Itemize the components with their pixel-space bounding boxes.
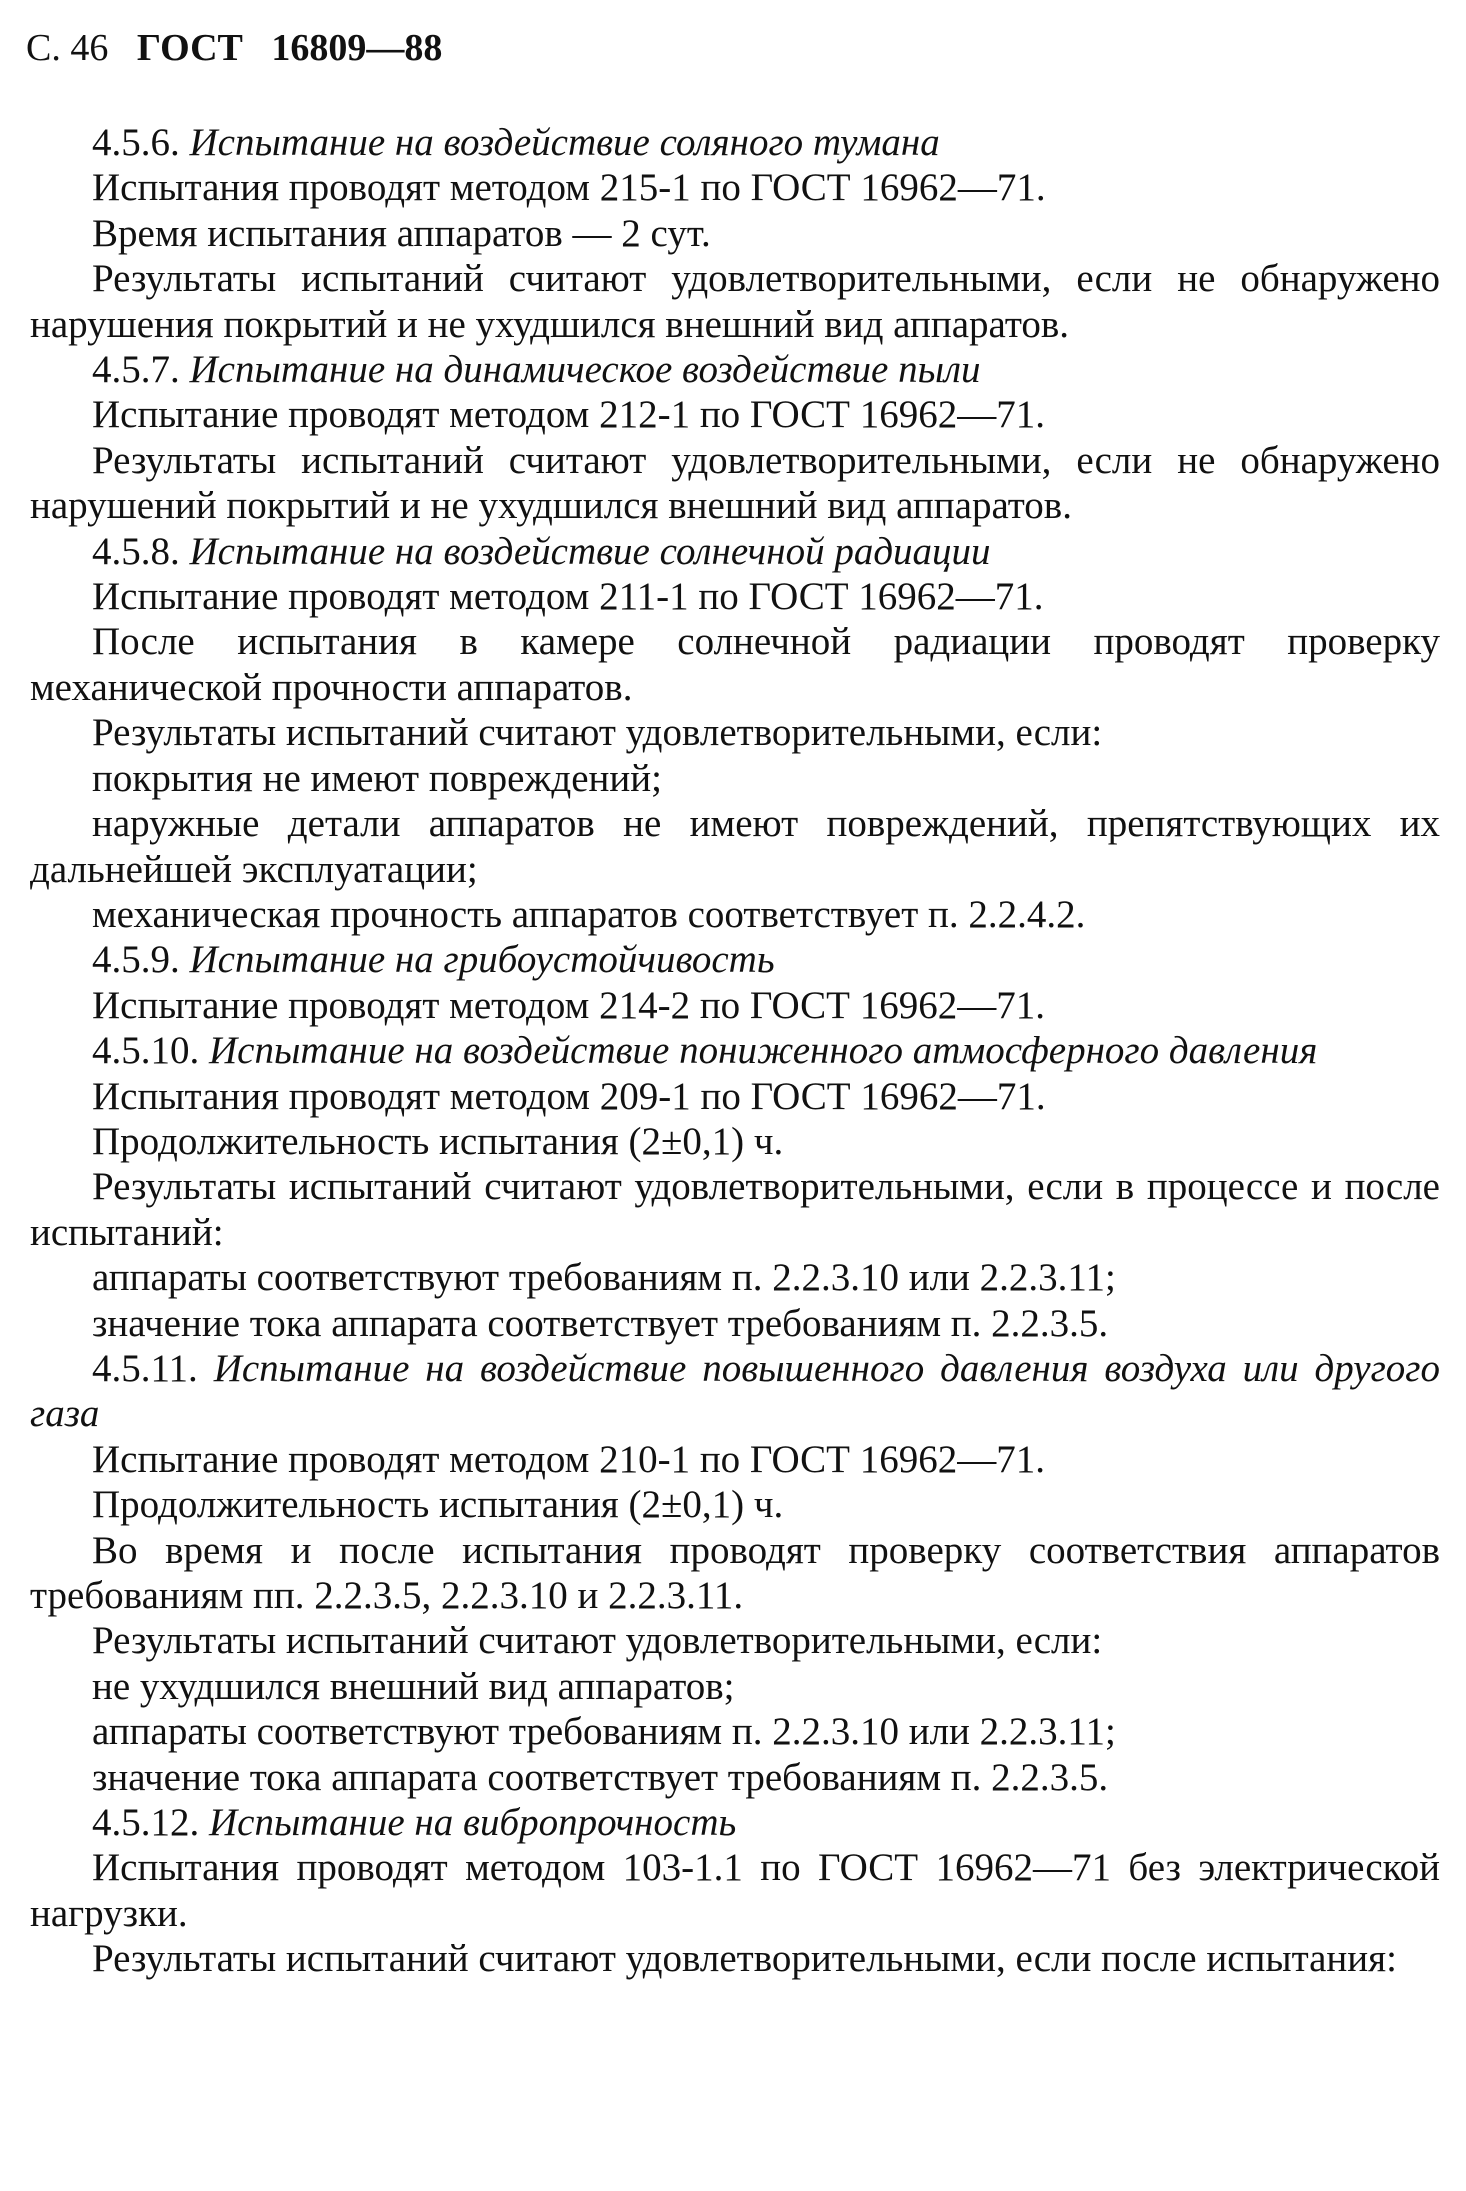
paragraph: Испытания проводят методом 215-1 по ГОСТ 16962—71. bbox=[92, 166, 1046, 210]
section-number: 4.5.7. bbox=[92, 348, 180, 392]
paragraph: аппараты соответствуют требованиям п. 2.2.3.10 или 2.2.3.11; bbox=[92, 1710, 1116, 1754]
paragraph: Испытание проводят методом 210-1 по ГОСТ 16962—71. bbox=[92, 1437, 1045, 1481]
paragraph: После испытания в камере солнечной радиации проводят проверку механической прочности аппаратов. bbox=[30, 620, 1440, 709]
page-header bbox=[26, 26, 442, 70]
paragraph: Результаты испытаний считают удовлетворительными, если после испытания: bbox=[92, 1937, 1397, 1981]
paragraph: Результаты испытаний считают удовлетворительными, если не обнаружено нарушения покрытий и не ухудшился внешний вид аппаратов. bbox=[30, 257, 1440, 346]
paragraph: Испытание проводят методом 212-1 по ГОСТ 16962—71. bbox=[92, 393, 1045, 437]
section-heading bbox=[30, 1028, 1440, 1073]
paragraph: Испытание проводят методом 211-1 по ГОСТ 16962—71. bbox=[92, 575, 1044, 619]
paragraph: Во время и после испытания проводят проверку соответствия аппаратов требованиям пп. 2.2.3.5, 2.2.3.10 и 2.2.3.11. bbox=[30, 1528, 1440, 1617]
paragraph: не ухудшился внешний вид аппаратов; bbox=[92, 1664, 735, 1708]
section-number: 4.5.11. bbox=[92, 1346, 198, 1390]
standard-label: ГОСТ bbox=[136, 27, 243, 69]
paragraph: механическая прочность аппаратов соответствует п. 2.2.4.2. bbox=[92, 892, 1086, 936]
section-heading bbox=[30, 937, 1440, 982]
paragraph: значение тока аппарата соответствует требованиям п. 2.2.3.5. bbox=[92, 1301, 1109, 1345]
section-number: 4.5.9. bbox=[92, 938, 180, 982]
section-heading bbox=[30, 529, 1440, 574]
section-heading bbox=[30, 1800, 1440, 1845]
section-heading bbox=[30, 120, 1440, 165]
paragraph: Результаты испытаний считают удовлетворительными, если в процессе и после испытаний: bbox=[30, 1165, 1440, 1254]
section-title: Испытание на воздействие соляного тумана bbox=[189, 121, 940, 164]
paragraph: Результаты испытаний считают удовлетворительными, если: bbox=[92, 711, 1103, 755]
page-number: С. 46 bbox=[26, 27, 109, 69]
section-number: 4.5.12. bbox=[92, 1801, 200, 1845]
paragraph: Испытания проводят методом 103-1.1 по ГОСТ 16962—71 без электрической нагрузки. bbox=[30, 1846, 1440, 1935]
paragraph: Испытания проводят методом 209-1 по ГОСТ 16962—71. bbox=[92, 1074, 1046, 1118]
paragraph: Продолжительность испытания (2±0,1) ч. bbox=[92, 1483, 784, 1527]
section-title: Испытание на вибропрочность bbox=[209, 1801, 737, 1845]
section-number: 4.5.6. bbox=[92, 121, 180, 164]
paragraph: Время испытания аппаратов — 2 сут. bbox=[92, 211, 711, 255]
section-title: Испытание на грибоустойчивость bbox=[189, 938, 775, 982]
section-number: 4.5.8. bbox=[92, 529, 180, 573]
standard-number: 16809—88 bbox=[271, 27, 443, 69]
section-title: Испытание на динамическое воздействие пыли bbox=[189, 348, 981, 392]
paragraph: наружные детали аппаратов не имеют повреждений, препятствующих их дальнейшей эксплуатации; bbox=[30, 802, 1440, 891]
section-heading bbox=[30, 347, 1440, 392]
section-title: Испытание на воздействие солнечной радиации bbox=[189, 529, 991, 573]
section-number: 4.5.10. bbox=[92, 1029, 200, 1073]
paragraph: Продолжительность испытания (2±0,1) ч. bbox=[92, 1119, 784, 1163]
paragraph: покрытия не имеют повреждений; bbox=[92, 756, 662, 800]
document-body bbox=[30, 120, 1440, 1982]
paragraph: Результаты испытаний считают удовлетворительными, если не обнаружено нарушений покрытий и не ухудшился внешний вид аппаратов. bbox=[30, 438, 1440, 528]
section-title: Испытание на воздействие пониженного атмосферного давления bbox=[209, 1029, 1318, 1073]
paragraph: Результаты испытаний считают удовлетворительными, если: bbox=[92, 1619, 1103, 1663]
paragraph: значение тока аппарата соответствует требованиям п. 2.2.3.5. bbox=[92, 1755, 1109, 1799]
section-heading bbox=[30, 1346, 1440, 1437]
section-title: Испытание на воздействие повышенного давления воздуха или другого газа bbox=[30, 1346, 1441, 1436]
paragraph: аппараты соответствуют требованиям п. 2.2.3.10 или 2.2.3.11; bbox=[92, 1256, 1116, 1300]
paragraph: Испытание проводят методом 214-2 по ГОСТ 16962—71. bbox=[92, 983, 1045, 1027]
